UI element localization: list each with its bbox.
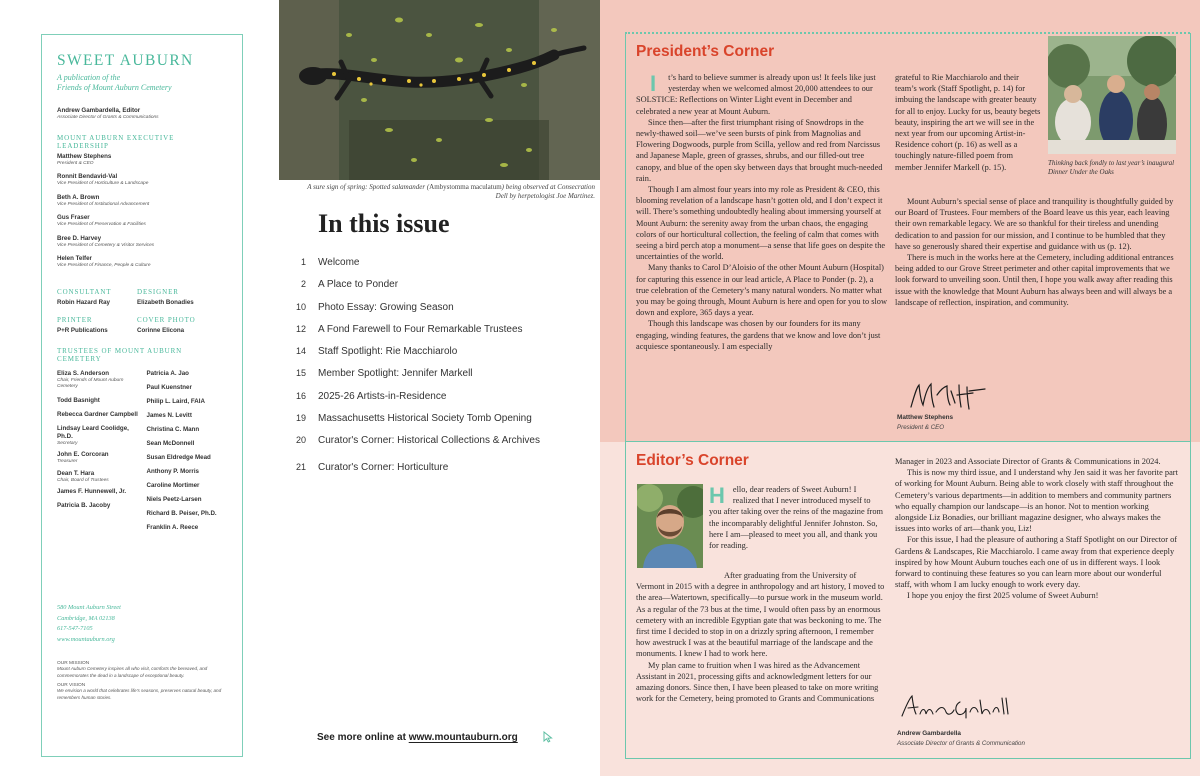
printer-block	[57, 316, 129, 335]
frame-dotted-top	[625, 32, 1190, 34]
toc-page: 15	[295, 368, 306, 379]
toc-item[interactable]	[286, 391, 586, 413]
table-of-contents	[286, 257, 586, 484]
editor-signature-name: Andrew Gambardella	[897, 730, 961, 737]
toc-page: 12	[295, 323, 306, 334]
toc-page: 19	[295, 413, 306, 424]
vision-text: We envision a world that celebrates life's seasons, preserves natural beauty, and remembers human stories.	[57, 688, 222, 700]
president-signature-name: Matthew Stephens	[897, 414, 954, 421]
toc-title: In this issue	[318, 209, 450, 238]
website-link[interactable]: www.mountauburn.org	[408, 732, 518, 743]
trustee-name: Rebecca Gardner Campbell	[57, 410, 138, 418]
leader-name: Gus Fraser	[57, 214, 90, 221]
consultant-heading: CONSULTANT	[57, 287, 112, 296]
leader-role: President & CEO	[57, 160, 94, 166]
editors-corner-col1	[636, 570, 886, 704]
toc-item[interactable]	[286, 413, 586, 435]
consultant-block	[57, 288, 129, 307]
andrew-gambardella-photo	[637, 484, 703, 568]
editor-photo-illustration	[637, 484, 703, 568]
paragraph: For this issue, I had the pleasure of authoring a Staff Spotlight on our Director of Gardens & Landscapes, Rie Macchiarolo. I came away from that experience deeply inspired by how Mount Auburn touches each one of us in different ways. I look forward to continuing these features so you can learn more about our wonderful staff, with whom I am lucky enough to work every day.	[895, 535, 1178, 590]
leader	[57, 153, 228, 168]
trustee-role: Chair, Friends of Mount Auburn Cemetery	[57, 377, 124, 389]
leadership-list	[57, 153, 228, 270]
dinner-under-oaks-photo	[1048, 36, 1176, 154]
masthead-title: SWEET AUBURN	[57, 52, 194, 69]
toc-item-title: Curator's Corner: Horticulture	[318, 461, 449, 473]
trustee-name: Philip L. Laird, FAIA	[146, 397, 205, 405]
leader	[57, 194, 228, 209]
paragraph: Many thanks to Carol D’Aloisio of the other Mount Auburn (Hospital) for capturing this essence in our lead article, A Place to Ponder (p. 2), a true celebration of the Cemetery’s many natural wonders. No matter what you may be going through, Mount Auburn is here and open for you to slow down and explore, 365 days a year.	[636, 263, 887, 318]
trustees-list	[57, 366, 228, 532]
trustee-name: Paul Kuenstner	[146, 383, 192, 391]
dropcap: I	[650, 71, 657, 96]
leader	[57, 255, 228, 270]
leader-role: Vice President of Cemetery & Visitor Services	[57, 242, 155, 248]
trustee	[57, 397, 139, 405]
paragraph: After graduating from the University of Vermont in 2015 with a degree in anthropology and art history, I moved to the area—Watertown, specifically—to pursue work in the museum world. As a regular of the 73 bus at the time, I would often pass by an enormous cemetery with an incredible Egyptian gate that was beckoning to me. The first time I decided to stop in on a drizzly spring afternoon, I remember how awestruck I was at the beautiful marriage of the landscape and the monuments. I knew I had to work here.	[636, 571, 885, 659]
paragraph: Though I am almost four years into my role as President & CEO, this blooming revelation of a landscape hasn’t gotten old, and I don’t expect it will. There’s something undoubtedly healing about immersing yourself at Mount Auburn: the serenity away from the urban chaos, the engaging colors of our horticultural collection, the feeling of calm that comes with seeing a bird perch atop a monument—a sense that life goes on despite the uncertainties of the world.	[636, 185, 886, 262]
salamander-illustration	[279, 0, 600, 180]
trustee	[57, 411, 139, 419]
leader	[57, 235, 228, 250]
toc-item[interactable]	[286, 257, 586, 279]
address-phone: 617-547-7105	[57, 625, 93, 632]
cover-photo-heading: COVER PHOTO	[137, 315, 196, 324]
address-street: 580 Mount Auburn Street	[57, 604, 121, 611]
credits-row-1	[57, 288, 228, 307]
leader-role: Vice President of Institutional Advancement	[57, 201, 150, 207]
editors-corner-col2	[895, 456, 1180, 602]
paragraph: There is much in the works here at the Cemetery, including additional entrances being added to our Grove Street perimeter and other capital improvements that we look forward to unveiling soon. Until then, I hope you walk away after reading this issue with the knowledge that Mount Auburn has always been and will always be a landscape of reflection, inspiration, and community.	[895, 253, 1174, 307]
trustee-role: Secretary	[57, 440, 78, 446]
section-divider	[625, 441, 1190, 442]
address-city: Cambridge, MA 02138	[57, 614, 115, 622]
paragraph: Since then—after the first triumphant rising of Snowdrops in the newly-thawed soil—we’ve seen bursts of pink from Magnolias and Flowering Dogwoods, purple from Scilla, yellow and red from Narcissus and Japanese Maple, green of grasses, shrubs, and our filled-out tree canopy, and blue of the open sky between days that brought much-needed rain.	[636, 117, 883, 183]
paragraph: My plan came to fruition when I was hired as the Advancement Assistant in 2021, processing gifts and acknowledgment letters for our amazing donors. Since then, I have been pleased to take on more writing work for the Cemetery, being promoted to Grants and Communications	[636, 660, 879, 704]
see-more-text: See more online at	[317, 732, 409, 743]
leader-role: Vice President of Preservation & Facilities	[57, 222, 146, 227]
trustees-heading: TRUSTEES OF MOUNT AUBURN CEMETERY	[57, 346, 183, 363]
cover-photo-block	[137, 316, 209, 335]
mission-label: OUR MISSION	[57, 661, 90, 666]
trustee-name: Lindsay Leard Coolidge, Ph.D.	[57, 424, 129, 440]
editor-credit	[57, 107, 228, 122]
mission-block	[57, 657, 229, 701]
toc-item-title: Photo Essay: Growing Season	[318, 301, 454, 313]
toc-page: 2	[300, 279, 306, 290]
matthew-stephens-signature	[907, 381, 987, 411]
consultant-name: Robin Hazard Ray	[57, 298, 110, 306]
trustee-name: Patricia B. Jacoby	[57, 502, 111, 509]
toc-page: 20	[295, 435, 306, 446]
credits-row-2	[57, 316, 228, 335]
toc-page: 16	[295, 390, 306, 401]
toc-item[interactable]	[286, 302, 586, 324]
address-block	[57, 603, 121, 645]
mission-text: Mount Auburn Cemetery inspires all who visit, comforts the bereaved, and commemorates the dead in a landscape of exceptional beauty.	[57, 666, 208, 678]
trustee-name: Susan Eldredge Mead	[146, 453, 211, 461]
paragraph: Manager in 2023 and Associate Director of Grants & Communications in 2024.	[895, 457, 1161, 466]
editor-signature-role: Associate Director of Grants & Communication	[897, 740, 1025, 747]
toc-item[interactable]	[286, 346, 586, 368]
printer-heading: PRINTER	[57, 315, 93, 324]
trustees-col-right	[147, 366, 229, 532]
presidents-corner-col2-top	[895, 72, 1041, 173]
trustee	[57, 470, 139, 485]
paragraph	[636, 72, 888, 117]
address-website: www.mountauburn.org	[57, 635, 115, 643]
trustee-name: Dean T. Hara	[57, 469, 95, 477]
paragraph-text: ello, dear readers of Sweet Auburn! I realized that I never introduced myself to you after taking over the reins of the magazine from the incomparably delightful Jennifer Johnston. So, here I am—pleased to meet you all, and thank you for reading.	[709, 485, 883, 551]
leader-role: Vice President of Horticulture & Landscape	[57, 181, 149, 186]
leader-name: Bree D. Harvey	[57, 234, 102, 242]
paragraph: Though this landscape was chosen by our founders for its many engaging, winding features, the gardens that we know and love don’t just acquiesce spontaneously. I am especially	[636, 319, 881, 351]
editor-role: Associate Director of Grants & Communications	[57, 115, 159, 120]
toc-item-title: Welcome	[318, 257, 360, 268]
salamander-photo	[279, 0, 600, 180]
leadership-heading: MOUNT AUBURN EXECUTIVE LEADERSHIP	[57, 133, 175, 150]
designer-block	[137, 288, 209, 307]
cover-photo-name: Corinne Elicona	[137, 326, 185, 334]
leader-name: Helen Telfer	[57, 255, 92, 262]
trustee	[57, 370, 139, 391]
paragraph: This is now my third issue, and I understand why Jen said it was her favorite part of working for Mount Auburn. Being able to work closely with staff throughout the Cemetery’s various departments—in addition to members and community partners who equally champion our landscape—is an honor. Not to mention working alongside Liz Bonadies, our brilliant magazine designer, who always makes the issues into works of art—thank you, Liz!	[895, 468, 1178, 534]
paragraph	[709, 484, 883, 551]
toc-item-title: 2025-26 Artists-in-Residence	[318, 390, 447, 402]
presidents-corner-title: President’s Corner	[636, 43, 775, 60]
pointer-cursor-icon	[543, 731, 553, 743]
trustee-name: James N. Levitt	[146, 411, 192, 419]
caption-text: A sure sign of spring: Spotted salamander (	[307, 183, 430, 191]
trustee-name: Anthony P. Morris	[146, 467, 199, 475]
paragraph: I hope you enjoy the first 2025 volume of Sweet Auburn!	[907, 591, 1099, 601]
leader	[57, 214, 228, 229]
paragraph: Mount Auburn’s special sense of place and tranquility is thoughtfully guided by our Board of Trustees. Four members of the Board leave us this year, each leaving their own remarkable legacy. We are so thankful for their tireless and unending dedication to and passion for our mission, and I continue to be humbled that they have so generously shared their expertise and guidance with us (p. 12).	[895, 197, 1174, 251]
paragraph-text: t’s hard to believe summer is already upon us! It feels like just yesterday when we welcomed almost 20,000 attendees to our SOLSTICE: Reflections on Winter Light event in December and celebrated a new year at Mount Auburn.	[636, 73, 876, 116]
caption-species: Ambystomma maculatum	[429, 183, 502, 191]
leader-name: Matthew Stephens	[57, 152, 112, 160]
toc-page: 21	[295, 461, 306, 472]
leader-name: Ronnit Bendavid-Val	[57, 173, 118, 180]
vision-label: OUR VISION	[57, 683, 86, 688]
subtitle-line: Friends of Mount Auburn Cemetery	[57, 83, 172, 92]
event-photo-caption: Thinking back fondly to last year’s inaugural Dinner Under the Oaks	[1048, 159, 1175, 176]
presidents-corner-col2	[895, 196, 1180, 308]
toc-item-title: A Fond Farewell to Four Remarkable Trustees	[318, 323, 523, 335]
trustee-name: Franklin A. Reece	[146, 523, 199, 531]
trustee	[57, 488, 139, 496]
see-more-online	[317, 732, 518, 743]
presidents-corner-col1	[636, 72, 888, 352]
andrew-gambardella-signature	[898, 692, 1013, 722]
editor-name: Andrew Gambardella, Editor	[57, 107, 141, 114]
trustee	[57, 451, 139, 466]
paragraph: grateful to Rie Macchiarolo and their team’s work (Staff Spotlight, p. 14) for imbuing the landscape with greater beauty for all to enjoy. Lucky for us, beauty begets beauty, inspiring the art we will see in the next year from our upcoming Artist-in-Residence cohort (p. 16) as well as a touchingly nature-filled poem from member Jennifer Markell (p. 15).	[895, 73, 1041, 172]
trustee-name: John E. Corcoran	[57, 451, 109, 458]
leader	[57, 173, 228, 188]
toc-item-title: Member Spotlight: Jennifer Markell	[318, 368, 473, 380]
leader-name: Beth A. Brown	[57, 193, 100, 201]
trustee	[57, 425, 139, 448]
toc-page: 10	[295, 301, 306, 312]
toc-item-title: A Place to Ponder	[318, 279, 399, 291]
toc-page: 1	[300, 257, 306, 267]
toc-page: 14	[295, 346, 306, 357]
trustee-name: Sean McDonnell	[146, 439, 195, 447]
designer-name: Elizabeth Bonadies	[137, 298, 194, 306]
trustee-name: Todd Basnight	[57, 396, 100, 404]
editors-corner-title: Editor’s Corner	[636, 452, 749, 469]
trustee-name: Caroline Mortimer	[146, 481, 200, 489]
trustees-col-left	[57, 366, 139, 532]
toc-item[interactable]	[286, 462, 586, 484]
event-photo-illustration	[1048, 36, 1176, 154]
right-page	[600, 0, 1200, 776]
toc-item[interactable]	[286, 279, 586, 301]
toc-item-title: Massachusetts Historical Society Tomb Opening	[318, 413, 532, 425]
president-signature-role: President & CEO	[897, 424, 945, 431]
designer-heading: DESIGNER	[137, 287, 179, 296]
trustee-name: Niels Peetz-Larsen	[146, 495, 202, 503]
toc-item-title: Staff Spotlight: Rie Macchiarolo	[318, 346, 458, 358]
trustee-name: Richard B. Peiser, Ph.D.	[146, 509, 217, 517]
trustee-name: Eliza S. Anderson	[57, 369, 110, 377]
toc-item[interactable]	[286, 435, 586, 457]
masthead-subtitle	[57, 73, 228, 93]
trustee-name: James F. Hunnewell, Jr.	[57, 488, 127, 495]
masthead	[41, 34, 243, 757]
toc-item[interactable]	[286, 324, 586, 346]
photo-caption	[300, 183, 595, 201]
toc-item-title: Curator's Corner: Historical Collections & Archives	[318, 435, 540, 447]
trustee-name: Christina C. Mann	[146, 425, 200, 433]
subtitle-line: A publication of the	[57, 73, 121, 82]
printer-name: P+R Publications	[57, 326, 108, 334]
trustee-role: Treasurer	[57, 459, 78, 464]
editors-corner-intro	[709, 484, 883, 551]
trustee	[57, 502, 139, 510]
trustee-name: Patricia A. Jao	[146, 369, 189, 377]
caption-text: ) being observed at Consecration Dell by herpetologist Joe Martinez.	[495, 183, 595, 200]
dropcap: H	[709, 483, 725, 508]
trustee-role: Chair, Board of Trustees	[57, 477, 109, 483]
toc-item[interactable]	[286, 368, 586, 390]
leader-role: Vice President of Finance, People & Culture	[57, 263, 151, 268]
